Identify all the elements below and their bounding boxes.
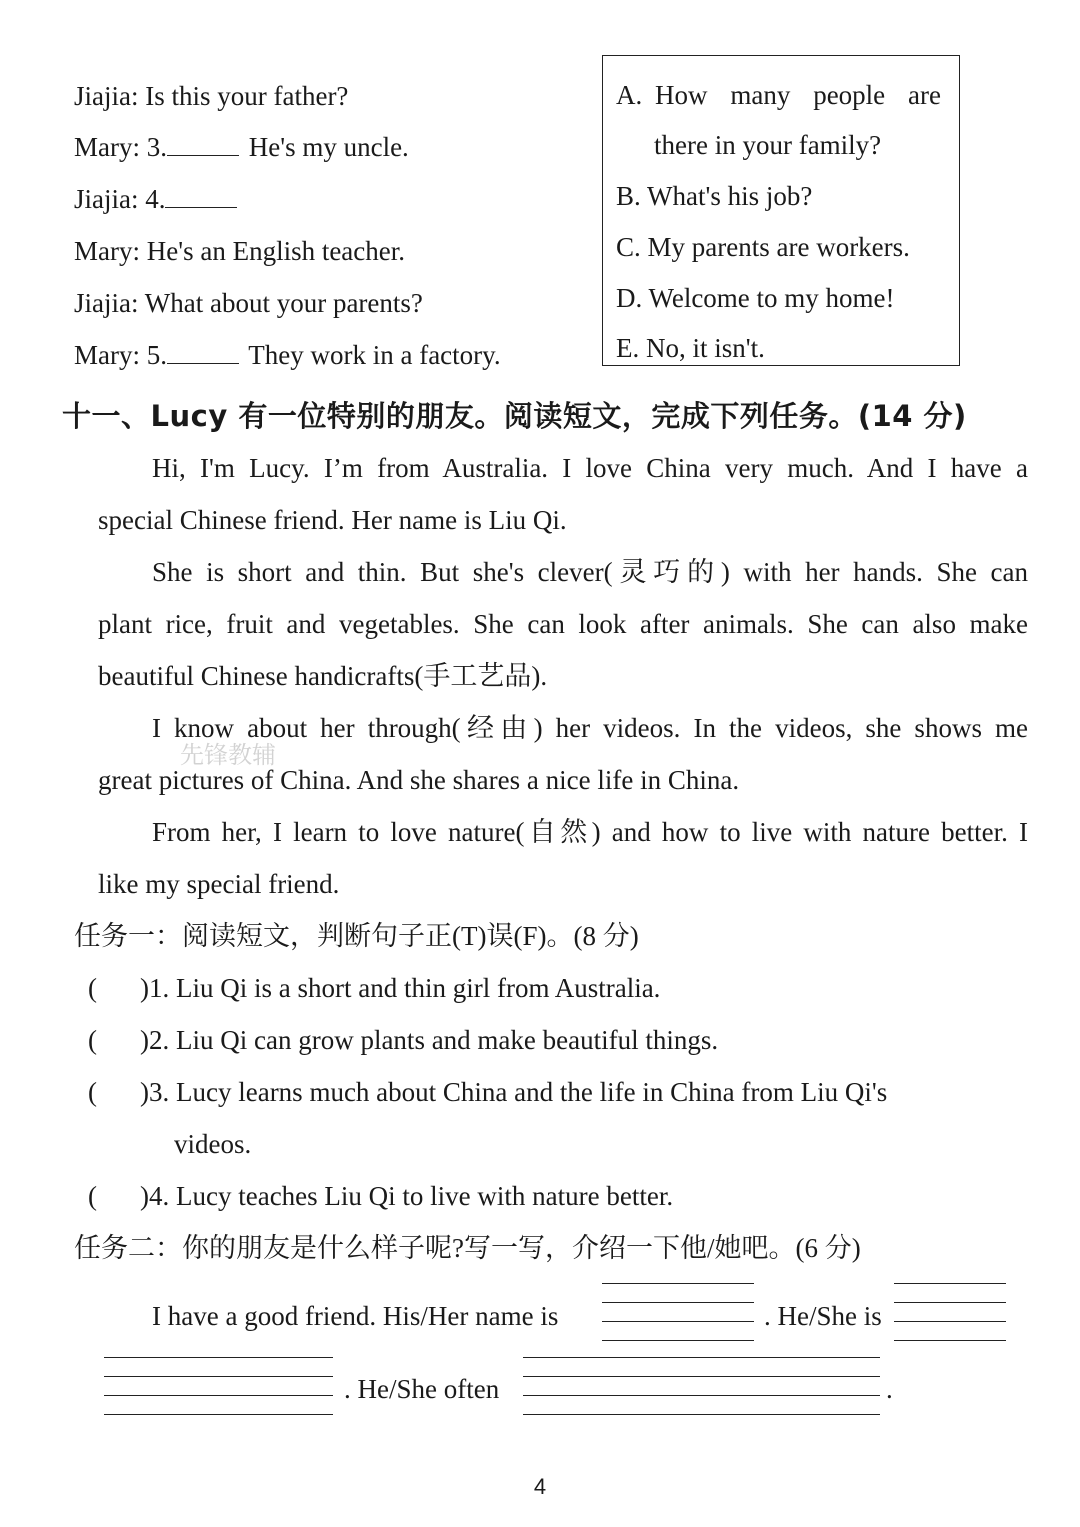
tf-item-text: 3. Lucy learns much about China and the life in China from Liu Qi's: [149, 1077, 888, 1107]
answer-paren[interactable]: (: [88, 1025, 97, 1055]
dialogue-text: They work in a factory.: [248, 340, 501, 370]
watermark: 先锋教辅: [180, 741, 276, 769]
writing-text-4: .: [886, 1374, 893, 1404]
passage-line: beautiful Chinese handicrafts(手工艺品).: [98, 661, 548, 691]
section-title: 十一、Lucy 有一位特别的朋友。阅读短文，完成下列任务。(14 分): [62, 399, 967, 433]
writing-line[interactable]: [523, 1395, 880, 1396]
option-d: D. Welcome to my home!: [616, 283, 895, 313]
option-a-text-2: there in your family?: [654, 130, 882, 160]
tf-item-1: ( )1. Liu Qi is a short and thin girl from Australia.: [88, 973, 661, 1003]
writing-line[interactable]: [104, 1414, 333, 1415]
tf-item-3: ( )3. Lucy learns much about China and the life in China from Liu Qi's: [88, 1077, 888, 1107]
speaker: Jiajia:: [74, 288, 139, 318]
writing-text-2: . He/She is: [764, 1301, 882, 1331]
dialogue-line-2: [74, 130, 409, 164]
writing-text-3: . He/She often: [344, 1374, 500, 1404]
writing-line[interactable]: [894, 1283, 1006, 1284]
dialogue-line-1: [74, 79, 348, 113]
dialogue-line-3: [74, 182, 240, 216]
speaker: Mary:: [74, 132, 140, 162]
answer-blank-5[interactable]: [167, 339, 239, 364]
dialogue-text: He's an English teacher.: [146, 236, 406, 266]
tf-item-text: 1. Liu Qi is a short and thin girl from Australia.: [149, 973, 661, 1003]
dialogue-text: He's my uncle.: [248, 132, 409, 162]
writing-line[interactable]: [894, 1340, 1006, 1341]
answer-paren[interactable]: (: [88, 1181, 97, 1211]
dialogue-line-5: [74, 286, 423, 320]
writing-line[interactable]: [104, 1395, 333, 1396]
passage-line: She is short and thin. But she's clever(灵巧的) with her hands. She can: [152, 557, 1028, 587]
speaker: Mary:: [74, 236, 140, 266]
passage-line: special Chinese friend. Her name is Liu Qi.: [98, 505, 567, 535]
tf-item-4: ( )4. Lucy teaches Liu Qi to live with nature better.: [88, 1181, 674, 1211]
passage-line: Hi, I'm Lucy. I’m from Australia. I love China very much. And I have a: [152, 453, 1028, 483]
dialogue-text: What about your parents?: [144, 288, 423, 318]
writing-line[interactable]: [602, 1340, 754, 1341]
writing-text-1: I have a good friend. His/Her name is: [152, 1301, 559, 1331]
option-a-text-1: How many people are: [655, 80, 941, 110]
writing-line[interactable]: [104, 1376, 333, 1377]
option-c: C. My parents are workers.: [616, 232, 910, 262]
dialogue-line-6: [74, 338, 501, 372]
question-number: 5.: [146, 340, 167, 370]
tf-item-text: 4. Lucy teaches Liu Qi to live with nature better.: [149, 1181, 674, 1211]
speaker: Jiajia:: [74, 184, 139, 214]
speaker: Mary:: [74, 340, 140, 370]
passage-line: From her, I learn to love nature(自然) and how to live with nature better. I: [152, 817, 1028, 847]
tf-item-text: 2. Liu Qi can grow plants and make beautiful things.: [149, 1025, 719, 1055]
dialogue-line-4: [74, 234, 405, 268]
option-b: B. What's his job?: [616, 181, 813, 211]
answer-blank-4[interactable]: [165, 183, 237, 208]
dialogue-text: Is this your father?: [145, 81, 349, 111]
option-a: [616, 78, 948, 112]
answer-paren[interactable]: (: [88, 973, 97, 1003]
option-e: E. No, it isn't.: [616, 333, 765, 363]
task2-title: 任务二：你的朋友是什么样子呢?写一写，介绍一下他/她吧。(6 分): [74, 1233, 861, 1263]
writing-line[interactable]: [523, 1414, 880, 1415]
task1-title: 任务一：阅读短文，判断句子正(T)误(F)。(8 分): [74, 921, 639, 951]
answer-paren[interactable]: (: [88, 1077, 97, 1107]
writing-line[interactable]: [894, 1302, 1006, 1303]
page-number: 4: [533, 1474, 547, 1499]
writing-line[interactable]: [104, 1357, 333, 1358]
passage-line: like my special friend.: [98, 869, 340, 899]
passage-line: great pictures of China. And she shares a nice life in China.: [98, 765, 740, 795]
passage-line: plant rice, fruit and vegetables. She can look after animals. She can also make: [98, 609, 1028, 639]
tf-item-3-cont: videos.: [174, 1129, 252, 1159]
answer-blank-3[interactable]: [167, 131, 239, 156]
tf-item-2: ( )2. Liu Qi can grow plants and make beautiful things.: [88, 1025, 719, 1055]
writing-line[interactable]: [602, 1283, 754, 1284]
question-number: 3.: [146, 132, 167, 162]
writing-line[interactable]: [523, 1357, 880, 1358]
speaker: Jiajia:: [74, 81, 139, 111]
writing-line[interactable]: [602, 1302, 754, 1303]
passage-line: I know about her through(经由) her videos. In the videos, she shows me: [152, 713, 1028, 743]
option-letter: A.: [616, 80, 643, 110]
writing-line[interactable]: [523, 1376, 880, 1377]
writing-line[interactable]: [602, 1321, 754, 1322]
question-number: 4.: [145, 184, 166, 214]
writing-line[interactable]: [894, 1321, 1006, 1322]
